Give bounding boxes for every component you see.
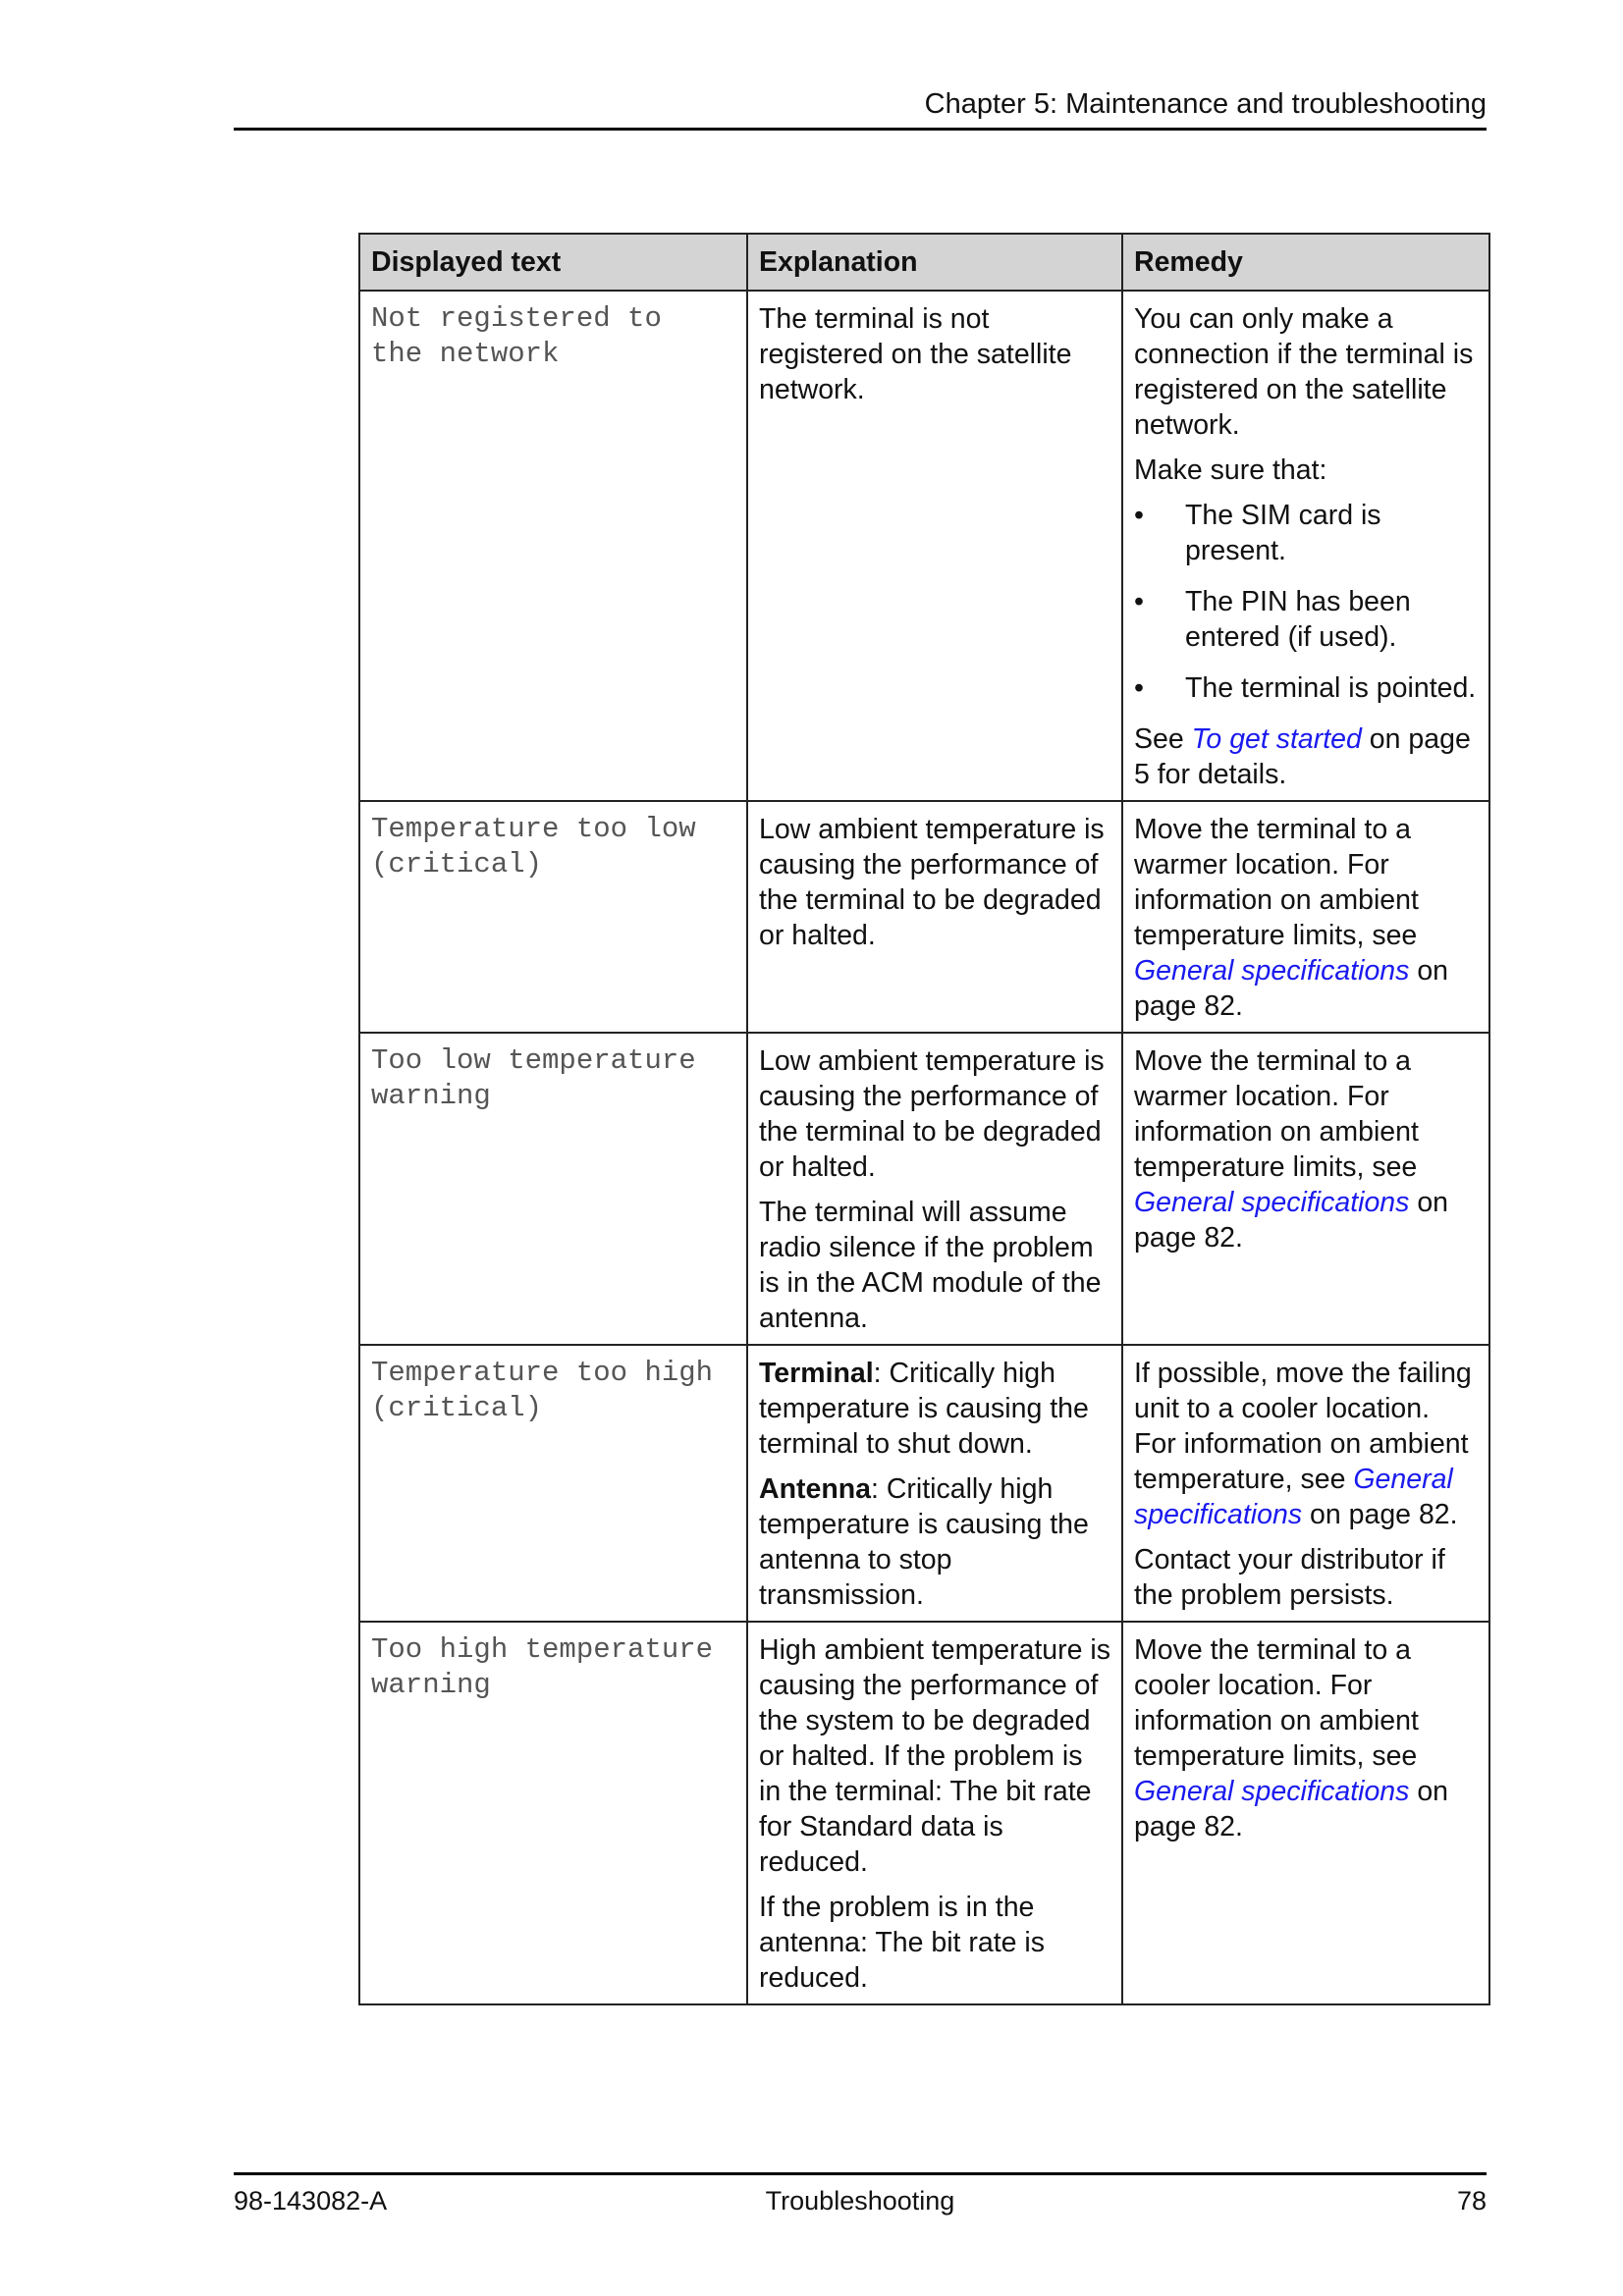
displayed-text-cell (359, 801, 747, 1033)
displayed-text-cell (359, 1622, 747, 2004)
table-row (359, 1345, 1489, 1622)
list-item: • The terminal is pointed. (1134, 670, 1479, 706)
displayed-text-cell (359, 1345, 747, 1622)
text-span: on page 82. (1134, 1776, 1449, 1842)
explanation-cell (747, 1622, 1122, 2004)
general-specifications-link[interactable]: General specifications (1134, 955, 1410, 987)
text-span: Move the terminal to a warmer location. For information on ambient temperature limits, see (1134, 1045, 1419, 1183)
table-row (359, 1622, 1489, 2004)
to-get-started-link[interactable]: To get started (1191, 723, 1362, 755)
explanation-cell (747, 801, 1122, 1033)
displayed-text-line: Not registered to (371, 302, 662, 335)
troubleshooting-table (358, 233, 1490, 2005)
explanation-text: If the problem is in the antenna: The bit rate is reduced. (759, 1892, 1045, 1994)
remedy-text: Contact your distributor if the problem persists. (1134, 1544, 1445, 1611)
table-row (359, 801, 1489, 1033)
table-row (359, 1033, 1489, 1345)
bold-term: Antenna (759, 1473, 871, 1505)
list-item: • The SIM card is present. (1134, 498, 1479, 568)
displayed-text-line: warning (371, 1080, 491, 1112)
text-span: : Critically high temperature is causing the terminal to shut down. (759, 1358, 1089, 1460)
explanation-text: Low ambient temperature is causing the performance of the terminal to be degraded or halted. (759, 1045, 1105, 1183)
displayed-text-line: warning (371, 1669, 491, 1701)
text-span: See (1134, 723, 1192, 755)
explanation-text (759, 1356, 1111, 1462)
text-span: on page 5 for details. (1134, 723, 1471, 790)
text-span: on page 82. (1134, 955, 1449, 1022)
displayed-text-line: the network (371, 338, 560, 370)
list-item: • The PIN has been entered (if used). (1134, 584, 1479, 655)
footer-page-number: 78 (1456, 2186, 1487, 2216)
text-span: Move the terminal to a cooler location. For information on ambient temperature limits, see (1134, 1634, 1419, 1772)
explanation-text: The terminal is not registered on the satellite network. (759, 303, 1072, 405)
text-span: If possible, move the failing unit to a cooler location. For information on ambient temperature, see (1134, 1358, 1472, 1495)
footer-rule (234, 2172, 1487, 2175)
displayed-text-line: (critical) (371, 1392, 543, 1424)
table-row (359, 291, 1489, 801)
text-span: on page 82. (1134, 1187, 1449, 1254)
displayed-text-line: Temperature too low (371, 813, 696, 845)
displayed-text-line: (critical) (371, 848, 543, 881)
remedy-text (1134, 1043, 1479, 1255)
general-specifications-link[interactable]: General specifications (1134, 1776, 1410, 1807)
displayed-text-cell (359, 1033, 747, 1345)
col-header-displayed-text: Displayed text (359, 234, 747, 291)
remedy-cell (1122, 1622, 1489, 2004)
displayed-text-line: Too low temperature (371, 1044, 696, 1077)
remedy-cell (1122, 801, 1489, 1033)
col-header-explanation: Explanation (747, 234, 1122, 291)
remedy-cell (1122, 291, 1489, 801)
table-header-row (359, 234, 1489, 291)
remedy-text (1134, 812, 1479, 1024)
explanation-text: The terminal will assume radio silence if the problem is in the ACM module of the antenna. (759, 1197, 1102, 1334)
chapter-header: Chapter 5: Maintenance and troubleshooting (924, 88, 1487, 120)
header-rule (234, 128, 1487, 131)
footer-doc-id: 98-143082-A (234, 2186, 388, 2216)
text-span: on page 82. (1302, 1499, 1458, 1530)
text-span: Move the terminal to a warmer location. For information on ambient temperature limits, see (1134, 814, 1419, 951)
explanation-cell (747, 1033, 1122, 1345)
explanation-cell (747, 291, 1122, 801)
general-specifications-link[interactable]: General specifications (1134, 1464, 1453, 1530)
col-header-remedy: Remedy (1122, 234, 1489, 291)
bold-term: Terminal (759, 1358, 874, 1389)
general-specifications-link[interactable]: General specifications (1134, 1187, 1410, 1218)
remedy-text (1134, 1632, 1479, 1844)
remedy-text (1134, 1356, 1479, 1532)
explanation-text: High ambient temperature is causing the performance of the system to be degraded or halted. If the problem is in the terminal: The bit rate for Standard data is reduced. (759, 1634, 1111, 1878)
displayed-text-line: Temperature too high (371, 1357, 714, 1389)
remedy-cell (1122, 1033, 1489, 1345)
explanation-text: Low ambient temperature is causing the performance of the terminal to be degraded or halted. (759, 814, 1105, 951)
displayed-text-cell (359, 291, 747, 801)
displayed-text-line: Too high temperature (371, 1633, 714, 1666)
explanation-cell (747, 1345, 1122, 1622)
explanation-text (759, 1471, 1111, 1613)
checklist (1134, 498, 1479, 706)
text-span: : Critically high temperature is causing the antenna to stop transmission. (759, 1473, 1089, 1611)
remedy-text: Make sure that: (1134, 454, 1327, 486)
remedy-cell (1122, 1345, 1489, 1622)
remedy-text: You can only make a connection if the terminal is registered on the satellite network. (1134, 303, 1474, 441)
remedy-see-text (1134, 721, 1479, 792)
footer-section: Troubleshooting (765, 2186, 955, 2216)
